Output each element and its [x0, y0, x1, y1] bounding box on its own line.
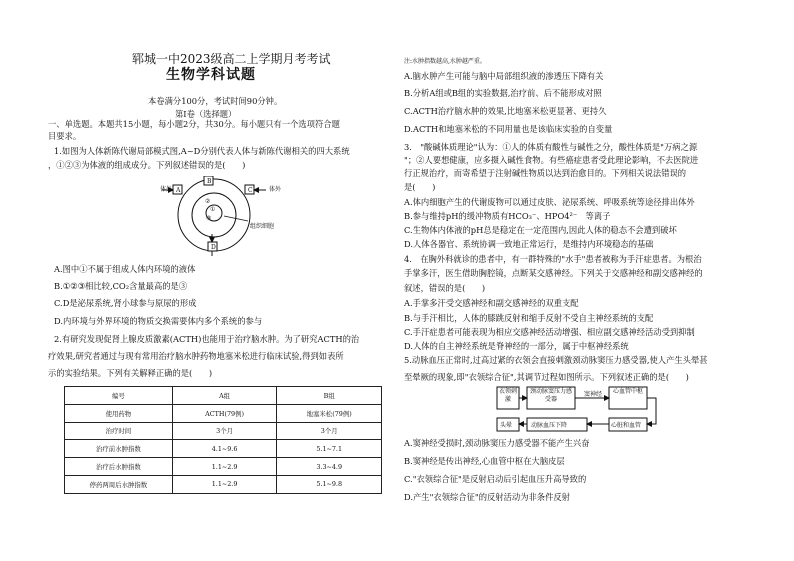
q2-stem-cont: 疗效果,研究者通过与现有常用治疗脑水肿药物地塞米松进行临床试验,得到如表所	[48, 351, 344, 361]
section-heading-cont: 目要求。	[48, 131, 82, 141]
table-cell: 3个月	[277, 422, 382, 440]
table-header-cell: B组	[277, 387, 382, 405]
table-cell: 3个月	[172, 422, 277, 440]
q2-stem: 2.有研究发现促肾上腺皮质激素(ACTH)也能用于治疗脑水肿。为了研究ACTH的治	[54, 334, 360, 344]
table-cell: 5.1~7.1	[277, 440, 382, 458]
table-cell: 5.1~9.8	[277, 475, 382, 493]
q3-option-d: D.人体各器官、系统协调一致地正常运行，是维持内环境稳态的基础	[404, 239, 654, 249]
table-row	[65, 422, 382, 440]
flow-text-heart: 心脏和血管	[611, 422, 642, 429]
table-cell: 1.1~2.9	[172, 458, 277, 476]
exam-meta: 本卷满分100分，考试时间90分钟。	[148, 96, 283, 106]
table-row	[65, 458, 382, 476]
q5-option-c: C."衣领综合征"是反射启动后引起血压升高导致的	[404, 474, 587, 484]
q5-option-b: B.窦神经是传出神经,心血管中枢在大脑皮层	[404, 456, 565, 466]
table-cell: 地塞米松(79例)	[277, 404, 382, 422]
q3-option-a: A.体内细胞产生的代谢废物可以通过皮肤、泌尿系统、呼吸系统等途径排出体外	[404, 197, 695, 207]
section-heading: 一、单选题。本题共15小题，每小题2分，共30分。每小题只有一个选项符合题	[48, 119, 340, 129]
fig-cell-label: 组织细胞	[250, 223, 275, 230]
flow-text-collar: 衣领刺激	[498, 388, 517, 403]
q3-stem-cont: "；②人要想健康，应多摄入碱性食物。有些癌症患者受此理论影响，不去医院进	[404, 155, 699, 165]
table-row	[65, 440, 382, 458]
q4-stem: 4. 在胸外科就诊的患者中，有一群特殊的"水手"患者被称为手汗症患者。为根治	[404, 254, 702, 264]
outer-circle	[178, 179, 250, 251]
table-cell: 4.1~9.6	[172, 440, 277, 458]
subject-title: 生物学科试题	[166, 67, 256, 83]
q5-option-d: D.产生"衣领综合征"的反射活动为非条件反射	[404, 492, 570, 502]
q3-stem: 3. "酸碱体质理论"认为：①人的体质有酸性与碱性之分，酸性体质是"万病之源	[404, 142, 698, 152]
flow-text-dizzy: 头晕	[500, 422, 513, 429]
q4-option-d: D.人体的自主神经系统是脊神经的一部分，属于中枢神经系统	[404, 341, 629, 351]
q2-note: 注:水肿指数越高,水肿越严重。	[404, 58, 486, 65]
fig-num-3: ③	[206, 215, 212, 222]
flow-text-pressure: 动脉血压下降	[531, 422, 568, 429]
q2-option-a: A.脑水肿产生可能与脑中局部组织液的渗透压下降有关	[404, 71, 604, 81]
table-cell: 治疗后水肿指数	[65, 458, 173, 476]
table-cell: 1.1~2.9	[172, 475, 277, 493]
q2-option-c: C.ACTH治疗脑水肿的效果,比地塞米松更显著、更持久	[404, 106, 607, 116]
q1-option-c: C.D是泌尿系统,肾小球参与原尿的形成	[54, 298, 197, 308]
q3-option-c: C.生物体内体液的pH总是稳定在一定范围内,因此人体的稳态不会遭到破坏	[404, 225, 677, 235]
flow-text-receptor: 颈动脉窦压力感受器	[529, 388, 572, 403]
q2-option-b: B.分析A组或B组的实验数据,治疗前、后不能形成对照	[404, 88, 602, 98]
table-cell: 停药两周后水肿指数	[65, 475, 173, 493]
table-header-cell: 编号	[65, 387, 173, 405]
q2-table	[64, 386, 382, 494]
q3-stem-cont2: 行正规治疗，而寄希望于注射碱性物质以达到治愈目的。下列相关说法错误的	[404, 168, 687, 178]
q5-stem: 5.动脉血压正常时,过高过紧的衣领会直接刺激颈动脉窦压力感受器,使人产生头晕甚	[404, 355, 708, 365]
volume-label: 第Ⅰ卷（选择题）	[175, 109, 237, 119]
fig-label-b: B	[207, 178, 212, 185]
fig-label-a: A	[176, 187, 181, 194]
fig-outside-right: 体外	[269, 186, 282, 193]
q1-option-b: B.①②③相比较,CO₂含量最高的是③	[54, 281, 188, 291]
q1-stem: 1.如图为人体新陈代谢局部模式图,A~D分别代表人体与新陈代谢相关的四大系统	[54, 146, 350, 156]
q5-stem-cont: 至晕厥的现象,即"衣领综合征",其调节过程如图所示。下列叙述正确的是( )	[404, 372, 689, 382]
fig-label-c: C	[248, 187, 253, 194]
fig-label-d: D	[211, 244, 216, 251]
fig-num-1: ①	[210, 206, 216, 213]
q4-option-c: C.手汗症患者可能表现为相应交感神经活动增强、相应副交感神经活动受到抑制	[404, 327, 695, 337]
flow-arrow-3	[647, 398, 656, 424]
fig-num-2: ②	[205, 198, 211, 205]
table-header-cell: A组	[172, 387, 277, 405]
q1-stem-cont: ，①②③为体液的组成成分。下列叙述错误的是( )	[48, 160, 246, 170]
exam-title: 郓城一中2023级高二上学期月考考试	[132, 52, 331, 66]
q3-option-b: B.参与维持pH的缓冲物质有HCO₃⁻、HPO4²⁻ 等离子	[404, 211, 611, 221]
q2-option-d: D.ACTH和地塞米松的不同用量也是该临床实验的自变量	[404, 124, 613, 134]
q5-option-a: A.窦神经受损时,颈动脉窦压力感受器不能产生兴奋	[404, 438, 590, 448]
flow-text-center: 心血管中枢	[612, 388, 643, 395]
q4-option-a: A.手掌多汗受交感神经和副交感神经的双重支配	[404, 298, 579, 308]
table-header-row	[65, 387, 382, 405]
flow-text-nerve: 窦神经	[584, 391, 603, 398]
q4-option-b: B.与手汗相比，人体的膝跳反射和缩手反射不受自主神经系统的支配	[404, 313, 654, 323]
table-cell: 使用药物	[65, 404, 173, 422]
table-row	[65, 475, 382, 493]
table-row	[65, 404, 382, 422]
q2-stem-cont2: 示的实验结果。下列有关解释正确的是( )	[48, 368, 213, 378]
table-cell: 治疗时间	[65, 422, 173, 440]
fig-outside-left: 体外	[160, 186, 173, 193]
q4-stem-cont: 手掌多汗，医生借助胸腔镜，点断某交感神经。下列关于交感神经和副交感神经的	[404, 268, 703, 278]
inner-circle	[192, 193, 236, 237]
q4-stem-cont2: 叙述，错误的是( )	[404, 283, 486, 293]
q1-option-d: D.内环境与外界环境的物质交换需要体内多个系统的参与	[54, 316, 263, 326]
q3-stem-cont3: 是( )	[404, 182, 436, 192]
table-cell: 3.3~4.9	[277, 458, 382, 476]
q1-option-a: A.图中①不属于组成人体内环境的液体	[54, 264, 196, 274]
table-cell: ACTH(79例)	[172, 404, 277, 422]
table-cell: 治疗前水肿指数	[65, 440, 173, 458]
